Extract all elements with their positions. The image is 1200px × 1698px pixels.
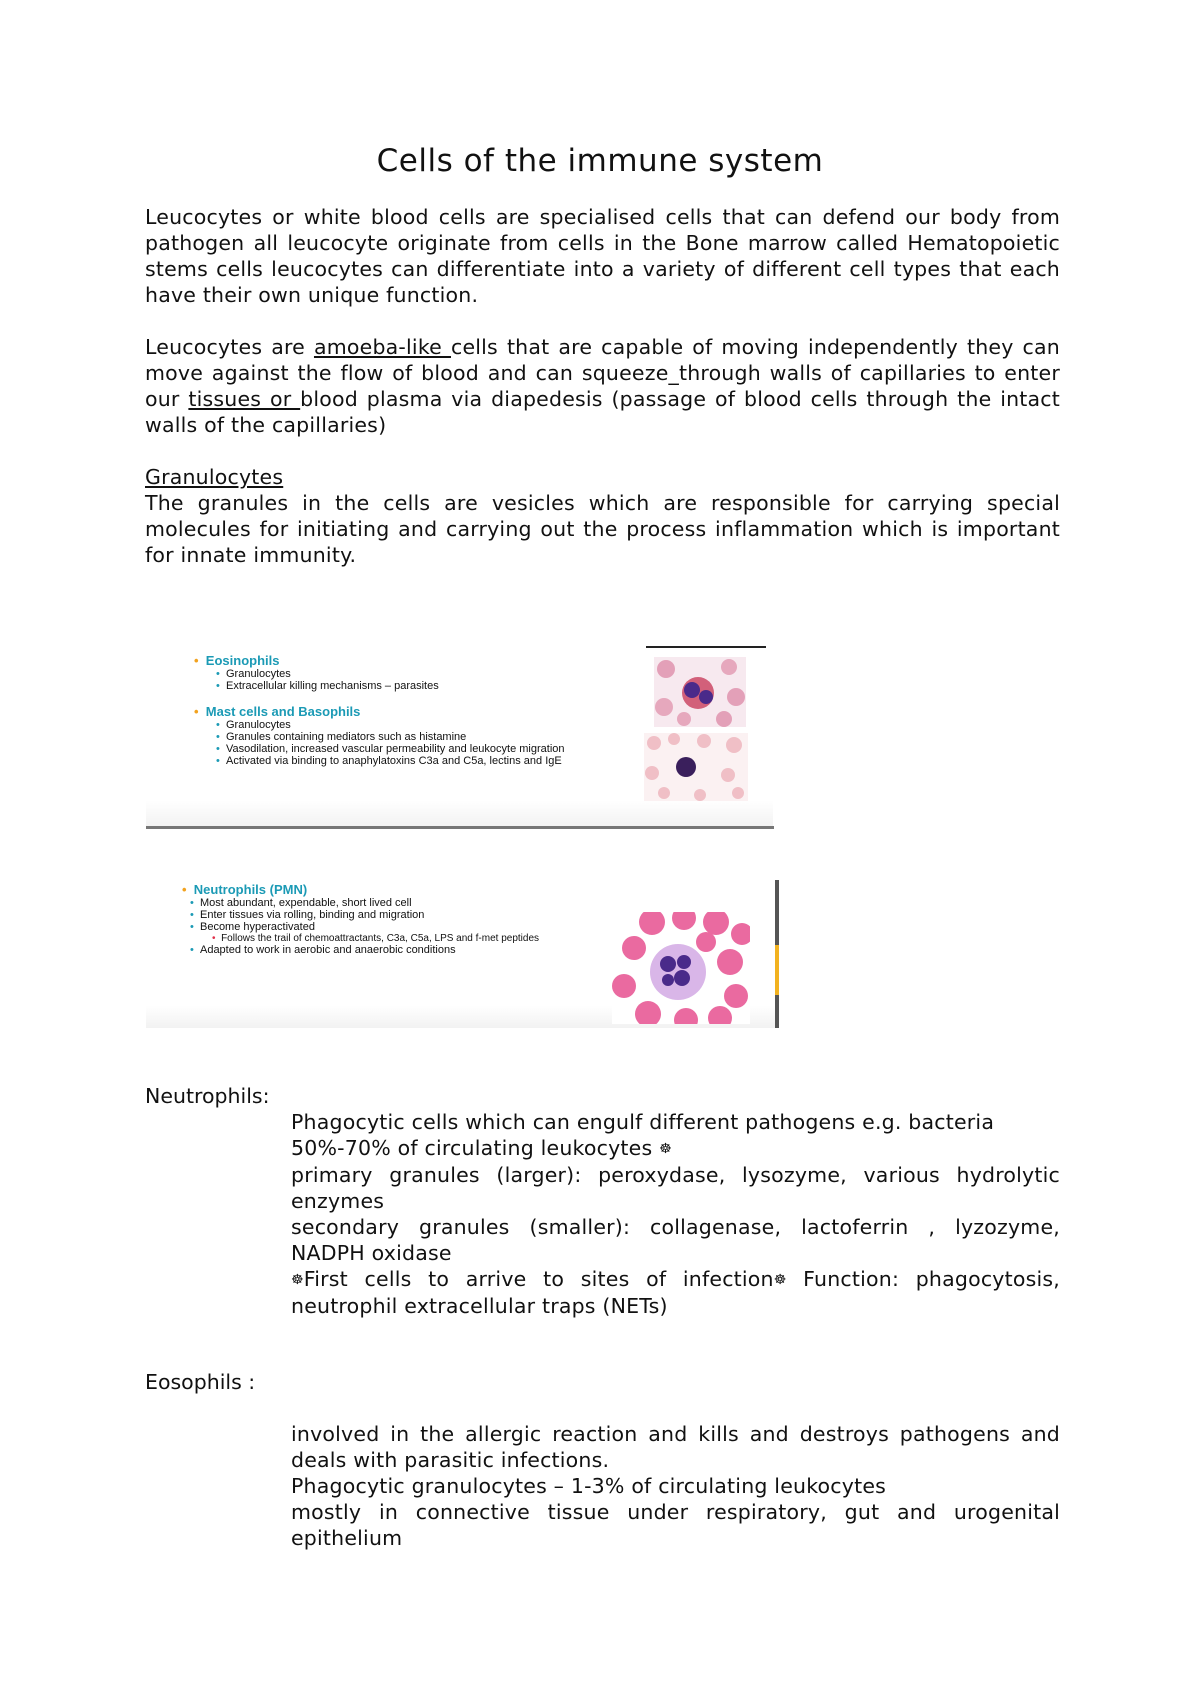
granulocytes-heading: Granulocytes — [145, 465, 284, 489]
tissues-underlined: tissues or — [188, 387, 301, 411]
neutro-item: Become hyperactivated — [199, 921, 315, 933]
page-title: Cells of the immune system — [376, 143, 824, 179]
neutrophil-micrograph — [612, 912, 750, 1024]
slide-eosinophils-mast — [146, 643, 773, 828]
amoeba-paragraph — [145, 334, 1060, 438]
eosophils-label: Eosophils : — [145, 1370, 256, 1394]
neutrophils-details — [291, 1109, 1060, 1319]
eosinophil-micrograph — [654, 657, 746, 727]
eos-item: Extracellular killing mechanisms – parasites — [225, 680, 439, 692]
mast-item: Vasodilation, increased vascular permeability and leukocyte migration — [225, 743, 565, 755]
eosophils-line-3: mostly in connective tissue under respiratory, gut and urogenital epithelium — [291, 1500, 1060, 1550]
neutro-item: Most abundant, expendable, short lived cell — [199, 897, 412, 909]
basophil-micrograph — [644, 733, 748, 801]
eosophils-details — [291, 1421, 1060, 1551]
mast-heading: Mast cells and Basophils — [205, 704, 361, 719]
slide1-bottom-rule — [146, 826, 774, 829]
neutro-item: Adapted to work in aerobic and anaerobic conditions — [199, 944, 456, 956]
granulocytes-text: The granules in the cells are vesicles which are responsible for carrying special molecules for initiating and carrying out the process inflammation which is important for innate immunity. — [145, 491, 1060, 567]
mast-item: Granules containing mediators such as histamine — [225, 731, 467, 743]
neutrophils-line-4: secondary granules (smaller): collagenase, lactoferrin , lyzozyme, NADPH oxidase — [291, 1215, 1060, 1265]
mast-item: Granulocytes — [225, 719, 291, 731]
ship-wheel-icon: ☸ — [659, 1141, 672, 1157]
ship-wheel-icon: ☸ — [773, 1272, 787, 1288]
amoeba-like-underlined: amoeba-like — [313, 335, 451, 359]
neutro-item: Enter tissues via rolling, binding and migration — [199, 909, 425, 921]
neutrophils-line-1: Phagocytic cells which can engulf different pathogens e.g. bacteria — [291, 1110, 995, 1134]
neutrophils-label: Neutrophils: — [145, 1084, 270, 1108]
slide2-bullets: • Neutrophils (PMN) • Most abundant, expendable, short lived cell • Enter tissues via rolling, binding and migration • Become hyperactivated • Follows the trail of chemoattractants, C3a, C5a, LPS and f-met peptides • Adapted to work in aerobic and anaerobic conditions — [182, 882, 540, 956]
neutro-subitem: Follows the trail of chemoattractants, C3a, C5a, LPS and f-met peptides — [221, 933, 540, 944]
neutrophils-line-3: primary granules (larger): peroxydase, lysozyme, various hydrolytic enzymes — [291, 1163, 1060, 1213]
amoeba-text-mid: cells that are capable of moving independently they can move against the flow of blood and can squeeze_through walls of capillaries to enter our — [145, 335, 1060, 411]
ship-wheel-icon: ☸ — [291, 1272, 304, 1288]
neutrophils-line-2: 50%-70% of circulating leukocytes ☸ — [291, 1136, 672, 1160]
amoeba-text-post: blood plasma via diapedesis (passage of blood cells through the intact walls of the capillaries) — [145, 387, 1060, 437]
mast-item: Activated via binding to anaphylatoxins C3a and C5a, lectins and IgE — [225, 755, 562, 767]
slide1-bullets: • Eosinophils • Granulocytes • Extracellular killing mechanisms – parasites • Mast cells and Basophils • Granulocytes • Granules containing mediators such as histamine • Vasodilation, increased vascular permeability and leukocyte migration • Activated via binding to anaphylatoxins C3a and C5a, lectins and IgE — [194, 653, 565, 767]
eos-item: Granulocytes — [225, 668, 291, 680]
neutrophils-slide-heading: Neutrophils (PMN) — [193, 882, 308, 897]
slide2-side-accent — [775, 945, 779, 995]
granulocytes-section — [145, 464, 1060, 568]
eos-heading: Eosinophils — [205, 653, 280, 668]
eosophils-line-1: involved in the allergic reaction and kills and destroys pathogens and deals with parasitic infections. — [291, 1422, 1060, 1472]
eosophils-line-2: Phagocytic granulocytes – 1-3% of circulating leukocytes — [291, 1474, 887, 1498]
slide-neutrophils — [146, 878, 776, 1028]
slide1-top-rule — [646, 646, 766, 648]
intro-paragraph: Leucocytes or white blood cells are specialised cells that can defend our body from pathogen all leucocyte originate from cells in the Bone marrow called Hematopoietic stems cells leucocytes can differentiate into a variety of different cell types that each have their own unique function. — [145, 205, 1060, 307]
neutrophils-line-5: ☸First cells to arrive to sites of infection☸ Function: phagocytosis, neutrophil extracellular traps (NETs) — [291, 1267, 1060, 1318]
amoeba-text-pre: Leucocytes are — [145, 335, 314, 359]
